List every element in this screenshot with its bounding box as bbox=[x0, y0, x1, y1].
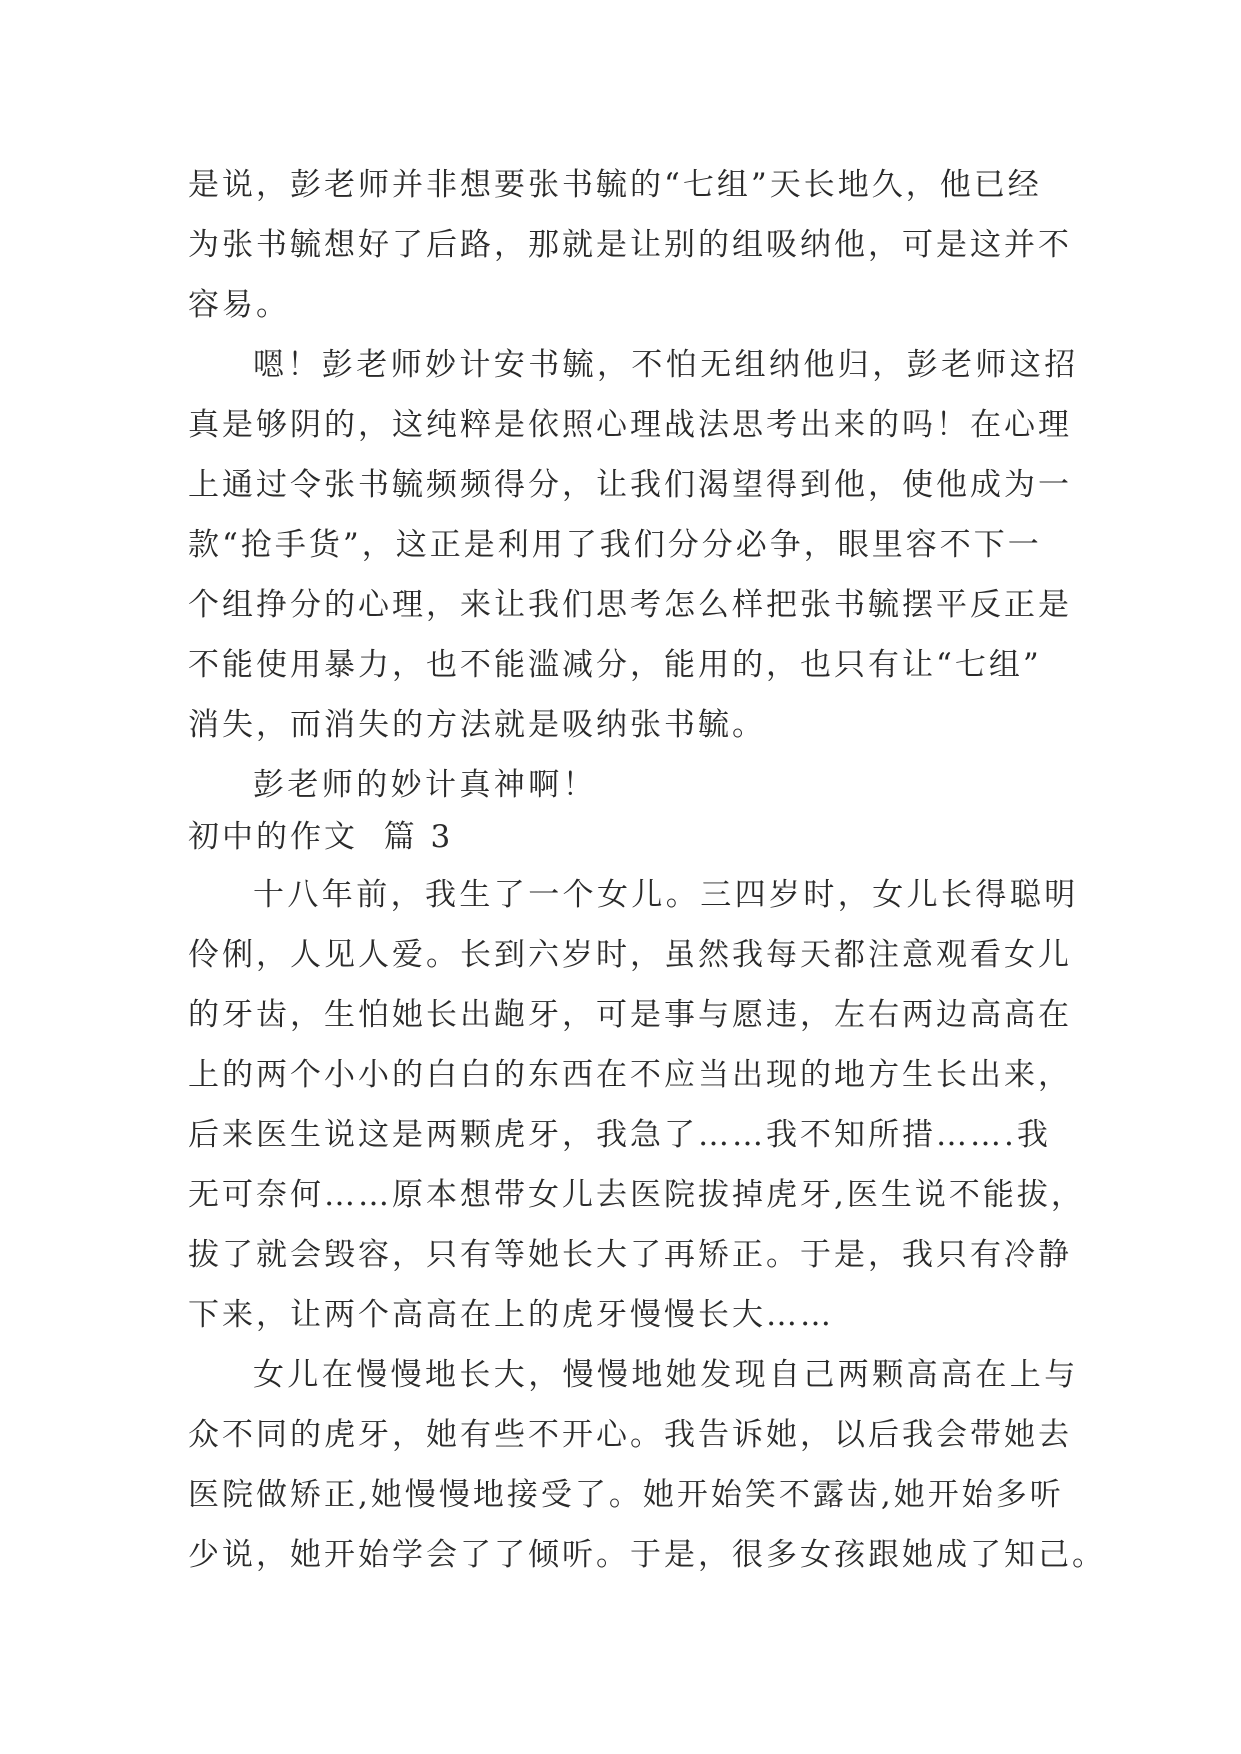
text-line: 众不同的虎牙，她有些不开心。我告诉她，以后我会带她去 bbox=[188, 1417, 1072, 1453]
text-line: 消失，而消失的方法就是吸纳张书毓。 bbox=[188, 707, 766, 743]
text-line: 是说，彭老师并非想要张书毓的“七组”天长地久，他已经 bbox=[188, 167, 1042, 203]
text-line: 款“抢手货”，这正是利用了我们分分必争，眼里容不下一 bbox=[188, 527, 1042, 563]
text-line: 为张书毓想好了后路，那就是让别的组吸纳他，可是这并不 bbox=[188, 227, 1072, 263]
text-line: 拔了就会毁容，只有等她长大了再矫正。于是，我只有冷静 bbox=[188, 1237, 1072, 1273]
text-line: 真是够阴的，这纯粹是依照心理战法思考出来的吗！在心理 bbox=[188, 407, 1072, 443]
text-line: 下来，让两个高高在上的虎牙慢慢长大…… bbox=[188, 1297, 834, 1333]
text-line: 的牙齿，生怕她长出龅牙，可是事与愿违，左右两边高高在 bbox=[188, 997, 1072, 1033]
text-line: 上通过令张书毓频频得分，让我们渴望得到他，使他成为一 bbox=[188, 467, 1072, 503]
text-line: 无可奈何……原本想带女儿去医院拔掉虎牙,医生说不能拔， bbox=[188, 1177, 1085, 1213]
text-line: 上的两个小小的白白的东西在不应当出现的地方生长出来， bbox=[188, 1057, 1072, 1093]
text-line: 不能使用暴力，也不能滥减分，能用的，也只有让“七组” bbox=[188, 647, 1042, 683]
text-line: 少说，她开始学会了了倾听。于是，很多女孩跟她成了知己。 bbox=[188, 1537, 1106, 1573]
text-line: 嗯！彭老师妙计安书毓，不怕无组纳他归，彭老师这招 bbox=[253, 347, 1079, 383]
text-line: 女儿在慢慢地长大，慢慢地她发现自己两颗高高在上与 bbox=[253, 1357, 1079, 1393]
text-line: 个组挣分的心理，来让我们思考怎么样把张书毓摆平反正是 bbox=[188, 587, 1072, 623]
text-line: 十八年前，我生了一个女儿。三四岁时，女儿长得聪明 bbox=[253, 877, 1079, 913]
text-line: 后来医生说这是两颗虎牙，我急了……我不知所措…….我 bbox=[188, 1117, 1051, 1153]
text-line: 医院做矫正,她慢慢地接受了。她开始笑不露齿,她开始多听 bbox=[188, 1477, 1064, 1513]
text-line: 伶俐，人见人爱。长到六岁时，虽然我每天都注意观看女儿 bbox=[188, 937, 1072, 973]
section-heading: 初中的作文 篇 3 bbox=[188, 819, 454, 855]
text-line: 容易。 bbox=[188, 287, 290, 323]
text-line: 彭老师的妙计真神啊！ bbox=[253, 767, 597, 803]
